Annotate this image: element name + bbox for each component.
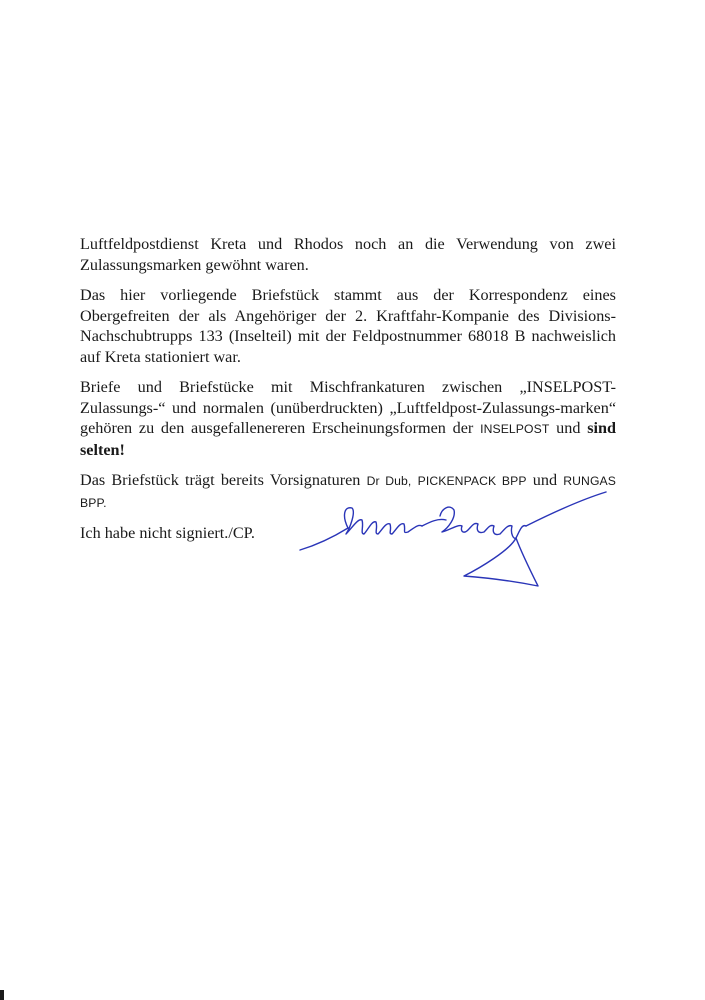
handwritten-signature [290,478,620,598]
paragraph-3 [80,377,616,460]
paragraph-4-text: Das Briefstück trägt bereits Vorsignaturen [80,471,367,489]
paragraph-1-text: Luftfeldpostdienst Kreta und Rhodos noch an die Verwendung von zwei Zulassungsmarken gewöhnt waren. [80,235,616,274]
signer-dr-dub: Dr Dub, [366,474,412,488]
paragraph-2-text: Das hier vorliegende Briefstück stammt aus der Korrespondenz eines Obergefreiten der als Angehöriger der 2. Kraftfahr-Kompanie des Divisions-Nachschubtrupps 133 (Inselteil) mit der Feldpostnummer 68018 B nachweislich auf Kreta stationiert war. [80,286,616,366]
signer-rungas: RUNGAS BPP. [80,474,616,510]
rarity-note: sind selten! [80,419,616,459]
inselpost-mark: INSELPOST [480,422,550,436]
paragraph-3-und: und [549,419,588,437]
signer-pickenpack: PICKENPACK BPP [417,474,527,488]
paragraph-2 [80,285,616,367]
paragraph-1 [80,234,616,275]
scan-edge-mark [0,990,4,1000]
signature-note: Ich habe nicht signiert./CP. [80,524,255,542]
paragraph-3-text: Briefe und Briefstücke mit Mischfrankaturen zwischen „INSELPOST-Zulassungs-“ und normalen (unüberdruckten) „Luftfeldpost-Zulassungs-marken“ gehören zu den ausgefallenereren Erscheinungsformen der [80,378,616,437]
paragraph-4-und: und [526,471,564,489]
